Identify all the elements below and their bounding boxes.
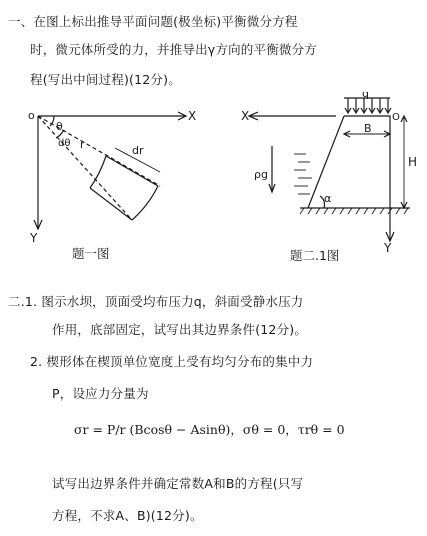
fig1-radial-2: [38, 116, 132, 220]
polar-element-figure: [20, 108, 220, 248]
fig1-theta-label: θ: [56, 120, 63, 133]
fig1-element-bottom: [90, 188, 132, 220]
fig2-y-label: Y: [384, 241, 392, 254]
fig2-alpha-label: α: [324, 192, 332, 205]
problem2-line2: 作用，底部固定，试写出其边界条件(12分)。: [52, 322, 308, 337]
problem2-line1: 二.1. 图示水坝，顶面受均布压力q，斜面受静水压力: [8, 294, 304, 309]
fig1-r-label: r: [80, 138, 85, 151]
fig2-b-label: B: [364, 122, 372, 135]
fig1-x-label: X: [188, 109, 197, 123]
fig1-y-label: Y: [30, 231, 38, 245]
problem2-line5: 试写出边界条件并确定常数A和B的方程(只写: [52, 476, 304, 491]
stress-equation: σr = P/r (Bcosθ − Asinθ)，σθ = 0，τrθ = 0: [74, 422, 345, 437]
problem1-line1: 一、在图上标出推导平面问题(极坐标)平衡微分方程: [8, 14, 298, 29]
fig2-origin-label: O: [392, 112, 400, 123]
fig2-caption: 题二.1图: [290, 248, 340, 263]
fig2-x-label: X: [241, 109, 250, 123]
problem2-line6: 方程，不求A、B)(12分)。: [52, 508, 203, 523]
fig2-rho-g-label: ρg: [254, 168, 268, 181]
problem2-line4: P，设应力分量为: [52, 386, 149, 401]
fig1-element-top: [106, 156, 158, 186]
fig1-dtheta-label: dθ: [58, 138, 71, 149]
fig2-h-label: H: [408, 155, 418, 169]
fig1-caption: 题一图: [72, 246, 110, 261]
problem1-line2: 时，微元体所受的力，并推导出γ方向的平衡微分方: [30, 42, 317, 57]
problem2-line3: 2. 楔形体在楔顶单位宽度上受有均匀分布的集中力: [30, 354, 314, 369]
problem1-line3: 程(写出中间过程)(12分)。: [30, 72, 181, 87]
fig1-origin-label: o: [28, 109, 35, 122]
dam-figure: [240, 92, 420, 254]
fig2-q-label: q: [362, 92, 369, 100]
fig1-outer-arc: [132, 186, 158, 220]
fig1-dr-label: dr: [132, 144, 144, 157]
fig1-inner-arc: [90, 156, 106, 188]
